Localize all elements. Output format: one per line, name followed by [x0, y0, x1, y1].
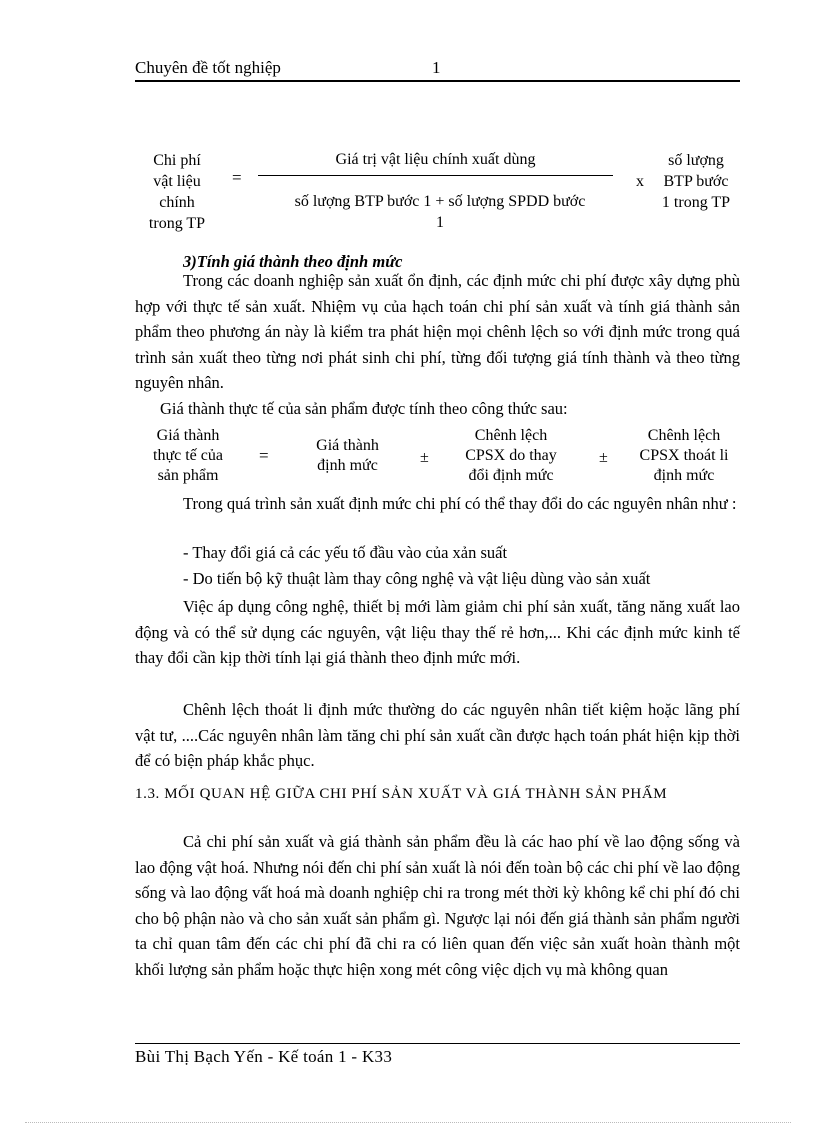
section-heading: 3)Tính giá thành theo định mức [183, 252, 403, 271]
formula1-left-term [140, 150, 214, 234]
formula1-left-line: vật liệu [153, 173, 201, 190]
formula1-left-line: trong TP [148, 215, 206, 232]
formula2-term-change-diff [452, 426, 570, 486]
formula1-denominator [258, 191, 622, 233]
paragraph: Chênh lệch thoát li định mức thường do các nguyên nhân tiết kiệm hoặc lãng phí vật tư, ....Các nguyên nhân làm tăng chi phí sản xuất cần được hạch toán phát hiện kịp thời để có biện pháp khắc phục. [135, 700, 740, 771]
formula1-denominator-line: 1 [436, 214, 444, 231]
formula2-term-standard-cost [300, 436, 395, 476]
formula1-times: x [636, 173, 644, 190]
formula1-right-line: 1 trong TP [661, 194, 731, 211]
header-title: Chuyên đề tốt nghiệp [135, 58, 281, 77]
formula2-term-actual-cost [138, 426, 238, 486]
formula2-line: thực tế của [153, 447, 223, 464]
formula1-left-line: Chi phí [153, 152, 201, 169]
paragraph: Cả chi phí sản xuất và giá thành sản phẩm đều là các hao phí về lao động sống và lao động vật hoá. Nhưng nói đến chi phí sản xuất là nói đến toàn bộ các chi phí về lao động sống và lao động vất hoá mà doanh nghiệp chi ra trong mét thời kỳ không kể chi phí đó chi cho bộ phận nào và cho sản xuất sản phẩm gì. Ngược lại nói đến giá thành sản phẩm người ta chỉ quan tâm đến các chi phí đã chi ra có liên quan đến việc sản xuất hoàn thành một khối lượng sản phẩm hoặc thực hiện xong mét công việc dịch vụ mà không quan [135, 832, 740, 979]
section-title: 1.3. MỐI QUAN HỆ GIỮA CHI PHÍ SẢN XUẤT VÀ GIÁ THÀNH SẢN PHẨM [135, 786, 668, 802]
footer-rule [135, 1043, 740, 1044]
formula2-line: Chênh lệch [474, 427, 548, 444]
formula1-right-term [650, 150, 742, 213]
page-footer: Bùi Thị Bạch Yến - Kế toán 1 - K33 [135, 1047, 393, 1066]
formula1-equals: = [232, 168, 242, 187]
formula1-numerator: Giá trị vật liệu chính xuất dùng [335, 151, 536, 168]
formula2-line: sản phẩm [157, 467, 219, 484]
formula2-line: Chênh lệch [647, 427, 721, 444]
paragraph: Việc áp dụng công nghệ, thiết bị mới làm giảm chi phí sản xuất, tăng năng xuất lao động và có thể sử dụng các nguyên, vật liệu thay thế rẻ hơn,... Khi các định mức kinh tế thay đổi cần kịp thời tính lại giá thành theo định mức mới. [135, 597, 740, 668]
formula2-line: đổi định mức [468, 467, 554, 484]
formula2-line: CPSX do thay [465, 447, 557, 464]
bullet-item: - Thay đổi giá cả các yếu tố đầu vào của xản suất [183, 543, 508, 562]
page-header [135, 58, 740, 82]
formula2-line: định mức [317, 457, 378, 474]
formula2-line: định mức [653, 467, 715, 484]
paragraph: Trong quá trình sản xuất định mức chi phí có thể thay đổi do các nguyên nhân như : [183, 494, 737, 513]
formula1-fraction-bar [258, 175, 613, 176]
formula2-line: CPSX thoát li [639, 447, 729, 464]
formula1-right-line: BTP bước [663, 173, 729, 190]
formula1-right-line: số lượng [668, 152, 724, 169]
paragraph: Trong các doanh nghiệp sản xuất ổn định, các định mức chi phí được xây dựng phù hợp với thực tế sản xuất. Nhiệm vụ của hạch toán chi phí sản xuất và tính giá thành sản phẩm theo phương án này là kiểm tra phát hiện mọi chênh lệch so với định mức trong quá trình sản xuất theo từng nơi phát sinh chi phí, từng đối tượng giá tính thành và theo từng nguyên nhân. [135, 271, 740, 393]
formula2-term-deviation-diff [624, 426, 744, 486]
formula1-left-line: chính [159, 194, 195, 211]
formula2-line: Giá thành [316, 437, 379, 454]
bullet-item: - Do tiến bộ kỹ thuật làm thay công nghệ và vật liệu dùng vào sản xuất [183, 569, 651, 588]
formula2-plus-minus: ± [599, 449, 608, 466]
formula2-plus-minus: ± [420, 449, 429, 466]
formula2-equals: = [259, 446, 269, 465]
page-number: 1 [432, 58, 441, 77]
formula1-denominator-line: số lượng BTP bước 1 + số lượng SPDD bước [294, 193, 586, 210]
formula-intro: Giá thành thực tế của sản phẩm được tính theo công thức sau: [160, 399, 568, 418]
formula2-line: Giá thành [156, 427, 220, 444]
